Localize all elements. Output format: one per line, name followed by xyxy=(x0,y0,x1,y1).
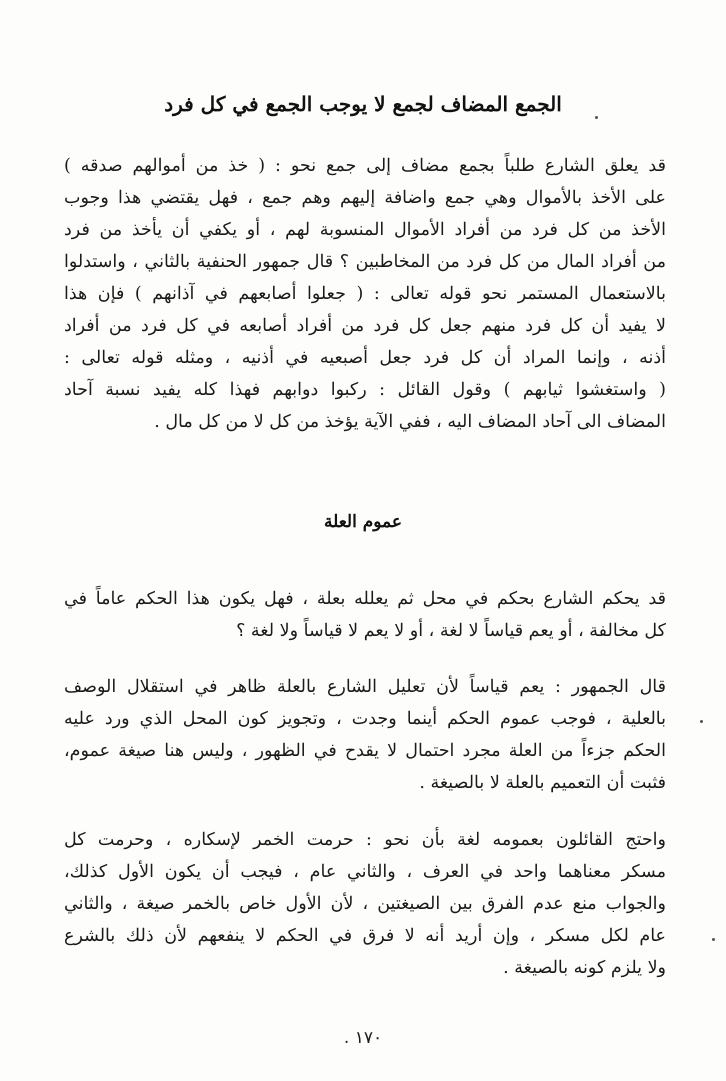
scan-speck xyxy=(712,938,715,941)
text-line: أذنه ، وإنما المراد أن كل فرد جعل أصبعيه في أذنيه ، ومثله قوله تعالى : xyxy=(64,348,666,368)
text-line: الحكم جزءاً من العلة مجرد احتمال لا يقدح في الظهور ، وليس هنا صيغة عموم، xyxy=(64,741,666,761)
text-line: قد يعلق الشارع طلباً بجمع مضاف إلى جمع نحو : ( خذ من أموالهم صدقه ) xyxy=(64,156,666,176)
text-line: ( واستغشوا ثيابهم ) وقول القائل : ركبوا دوابهم فهذا كله يفيد نسبة آحاد xyxy=(64,380,666,400)
text-line: لا يفيد أن كل فرد منهم جعل كل فرد من أفراد أصابعه في كل فرد من أفراد xyxy=(64,316,666,336)
text-line: كل مخالفة ، أو يعم قياساً لا لغة ، أو لا يعم لا قياساً ولا لغة ؟ xyxy=(236,621,666,641)
text-line: من أفراد المال من كل فرد من المخاطبين ؟ قال جمهور الحنفية بالثاني ، واستدلوا xyxy=(64,252,666,272)
text-line: قال الجمهور : يعم قياساً لأن تعليل الشارع بالعلة ظاهر في استقلال الوصف xyxy=(64,677,666,697)
text-line: الأخذ من كل فرد من أفراد الأموال المنسوبة لهم ، أو يكفي أن يأخذ من فرد xyxy=(64,220,666,240)
text-line: بالاستعمال المستمر نحو قوله تعالى : ( جعلوا أصابعهم في آذانهم ) فإن هذا xyxy=(64,284,666,304)
paragraph xyxy=(64,583,666,647)
text-line: ولا يلزم كونه بالصيغة . xyxy=(503,958,666,978)
page-number: ١٧٠ . xyxy=(343,1028,383,1048)
paragraph xyxy=(64,150,666,438)
scan-speck xyxy=(700,720,703,723)
text-line: فثبت أن التعميم بالعلة لا بالصيغة . xyxy=(419,773,666,793)
text-line: عام لكل مسكر ، وإن أريد أنه لا فرق في الحكم لا ينفعهم لأن ذلك بالشرع xyxy=(64,926,666,946)
scan-speck xyxy=(595,116,598,119)
text-line: واحتج القائلون بعمومه لغة بأن نحو : حرمت الخمر لإسكاره ، وحرمت كل xyxy=(64,830,666,850)
paragraph xyxy=(64,824,666,984)
section-title: الجمع المضاف لجمع لا يوجب الجمع في كل فرد xyxy=(164,92,562,116)
text-line: مسكر معناهما واحد في العرف ، والثاني عام ، فيجب أن يكون الأول كذلك، xyxy=(64,862,666,882)
text-line: قد يحكم الشارع بحكم في محل ثم يعلله بعلة ، فهل يكون هذا الحكم عاماً في xyxy=(64,589,666,609)
text-line: المضاف الى آحاد المضاف اليه ، ففي الآية يؤخذ من كل لا من كل مال . xyxy=(154,412,666,432)
text-line: بالعلية ، فوجب عموم الحكم أينما وجدت ، وتجويز كون المحل الذي ورد عليه xyxy=(64,709,666,729)
section-title: عموم العلة xyxy=(323,512,403,532)
text-line: على الأخذ بالأموال وهي جمع واضافة إليهم وهم جمع ، فهل يقتضي هذا وجوب xyxy=(64,188,666,208)
paragraph xyxy=(64,671,666,799)
text-line: والجواب منع عدم الفرق بين الصيغتين ، لأن الأول خاص بالخمر صيغة ، والثاني xyxy=(64,894,666,914)
